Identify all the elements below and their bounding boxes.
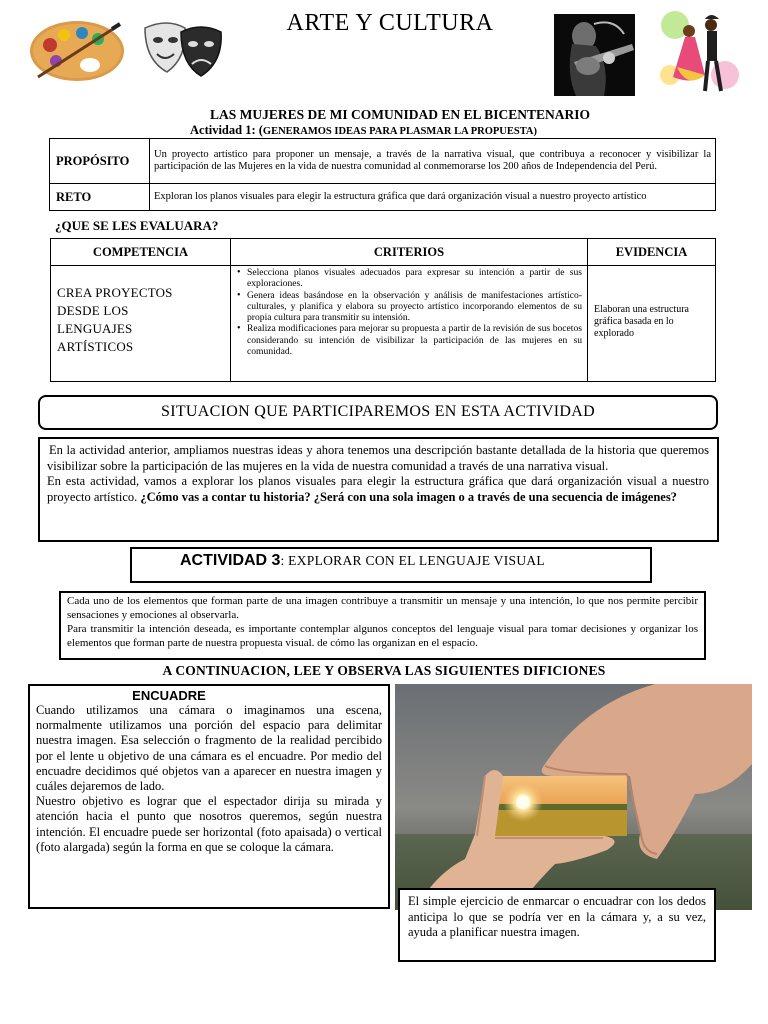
page-title: ARTE Y CULTURA — [286, 10, 494, 36]
competencia-line: LENGUAJES — [57, 321, 133, 336]
dancers-image — [655, 5, 741, 97]
situation-text-box — [38, 437, 719, 542]
competencies-table — [50, 238, 716, 382]
photo-caption: El simple ejercicio de enmarcar o encuadrar con los dedos anticipa lo que se podría ver en la cámara y, a su vez, ayuda a planificar nuestra imagen. — [398, 888, 716, 962]
activity-1-heading — [190, 123, 537, 138]
competencia-line: DESDE LOS — [57, 303, 129, 318]
situation-paragraph-2 — [47, 474, 709, 505]
guitarist-image — [554, 14, 635, 96]
encuadre-box — [28, 684, 390, 909]
evidencia-cell: Elaboran una estructura gráfica basada en lo explorado — [588, 266, 716, 382]
header-competencia: COMPETENCIA — [51, 239, 231, 266]
situation-paragraph-2-plain: En esta actividad, vamos a explorar los planos visuales para elegir la estructura gráfica que dará organización visual a nuestro proyecto artístico. — [47, 474, 709, 504]
competencia-line: ARTÍSTICOS — [57, 339, 134, 354]
competencia-cell — [51, 266, 231, 382]
activity-3-title: : EXPLORAR CON EL LENGUAJE VISUAL — [280, 553, 545, 568]
criterios-list — [237, 267, 582, 357]
situation-paragraph-1: En la actividad anterior, ampliamos nuestras ideas y ahora tenemos una descripción bastante detallada de la historia que queremos visibilizar sobre la participación de las mujeres en la vida de nuestra comunidad a través de una narrativa visual. — [47, 443, 709, 473]
unit-title: LAS MUJERES DE MI COMUNIDAD EN EL BICENTENARIO — [210, 107, 590, 122]
definitions-title: A CONTINUACION, LEE Y OBSERVA LAS SIGUIENTES DIFICIONES — [162, 663, 606, 678]
competencia-line: CREA PROYECTOS — [57, 285, 173, 300]
activity-3-heading — [130, 547, 652, 583]
evaluation-question: ¿QUE SE LES EVALUARA? — [55, 218, 219, 233]
concept-paragraph-2: Para transmitir la intención deseada, es importante contemplar algunos conceptos del lenguaje visual para tomar decisiones y organizar los elementos que forman parte de nuestra propuesta visual. de cómo las organizan en el espacio. — [67, 623, 698, 649]
situation-title: SITUACION QUE PARTICIPAREMOS EN ESTA ACTIVIDAD — [38, 395, 718, 430]
proposito-label: PROPÓSITO — [50, 139, 150, 184]
criterio-item: • Genera ideas basándose en la observación y análisis de manifestaciones artístico-culturales, y planifica y elabora su proyecto artístico incorporando elementos de su propia cultura para transmitir su intensión. — [237, 290, 582, 324]
theater-masks-image — [131, 14, 231, 84]
encuadre-paragraph-2: Nuestro objetivo es lograr que el espectador dirija su mirada y atención hacia el punto que nosotros queremos, según nuestra intención. El encuadre puede ser horizontal (foto apaisada) o vertical (foto alargada) según la forma en que se coloque la cámara. — [36, 794, 382, 854]
reto-text: Exploran los planos visuales para elegir la estructura gráfica que dará organización visual a nuestro proyecto artístico — [150, 184, 716, 211]
proposito-text: Un proyecto artístico para proponer un mensaje, a través de la narrativa visual, que contribuya a reconocer y visibilizar la participación de las Mujeres en la vida de nuestra comunidad al conmemorarse los 200 años de Independencia del Perú. — [150, 139, 716, 184]
header-evidencia: EVIDENCIA — [588, 239, 716, 266]
concept-text-box — [59, 591, 706, 660]
activity-1-text: GENERAMOS IDEAS PARA PLASMAR LA PROPUESTA) — [262, 126, 538, 137]
palette-image — [28, 17, 126, 83]
criterio-item: • Selecciona planos visuales adecuados para expresar su intención a partir de sus exploraciones. — [237, 267, 582, 290]
criterio-item: • Realiza modificaciones para mejorar su propuesta a partir de la revisión de sus bocetos considerando su intención de visibilizar la participación de las mujeres en su comunidad. — [237, 323, 582, 357]
activity-3-label: ACTIVIDAD 3 — [180, 552, 281, 569]
framing-hands-photo — [395, 684, 752, 910]
header-criterios: CRITERIOS — [231, 239, 588, 266]
criterios-cell — [231, 266, 588, 382]
situation-question: ¿Cómo vas a contar tu historia? ¿Será con una sola imagen o a través de una secuencia de imágenes? — [140, 489, 677, 504]
concept-paragraph-1: Cada uno de los elementos que forman parte de una imagen contribuye a transmitir un mensaje y una intención, lo que nos permite percibir sensaciones y emociones al observarla. — [67, 595, 698, 621]
reto-label: RETO — [50, 184, 150, 211]
encuadre-title: ENCUADRE — [132, 688, 206, 703]
activity-1-prefix: Actividad 1: ( — [190, 123, 263, 137]
purpose-table — [49, 138, 716, 211]
encuadre-paragraph-1: Cuando utilizamos una cámara o imaginamos una escena, normalmente utilizamos una porción del espacio para delimitar nuestra imagen. Esa selección o fragmento de la realidad percibido por el lente u objetivo de una cámara es el encuadre. Por medio del encuadre decidimos qué objetos van a aparecer en nuestra imagen y cuáles dejaremos de lado. — [36, 703, 382, 794]
